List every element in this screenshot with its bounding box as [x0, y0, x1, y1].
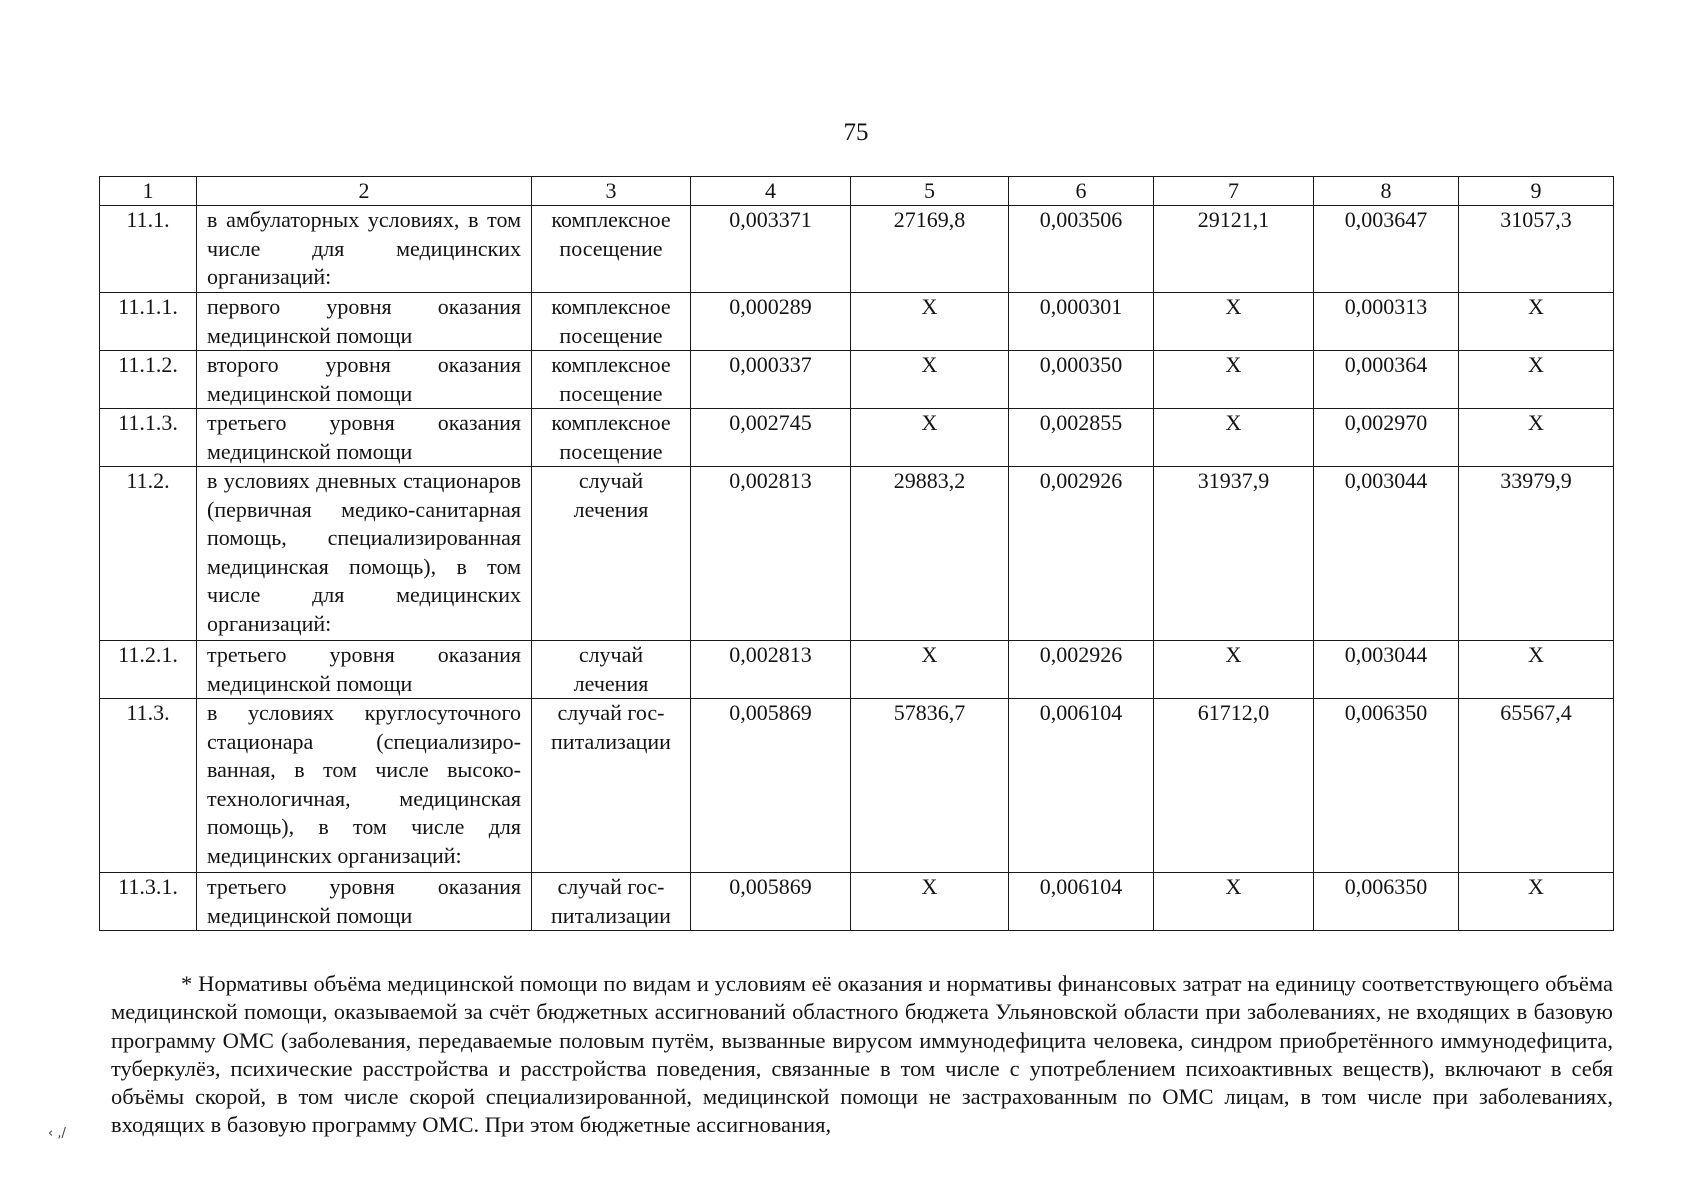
row-value-col8: 0,002970 [1314, 409, 1459, 467]
row-value-col5: 57836,7 [851, 699, 1009, 873]
row-unit: комплексное посещение [532, 351, 691, 409]
row-unit: случай лечения [532, 467, 691, 641]
row-value-col5: Х [851, 409, 1009, 467]
row-value-col4: 0,005869 [691, 699, 851, 873]
row-name: в условиях дневных стационаров (первичная медико-санитарная помощь, специализированная медицинская помощь), в том числе для медицинских организаций: [197, 467, 532, 641]
row-name: второго уровня оказания медицинской помощи [197, 351, 532, 409]
column-header: 7 [1154, 177, 1314, 206]
row-value-col4: 0,002813 [691, 467, 851, 641]
column-header: 5 [851, 177, 1009, 206]
row-value-col5: Х [851, 873, 1009, 931]
row-unit: случай госпитализации [532, 873, 691, 931]
row-value-col7: Х [1154, 641, 1314, 699]
row-value-col7: 61712,0 [1154, 699, 1314, 873]
row-value-col9: Х [1459, 409, 1614, 467]
row-value-col9: Х [1459, 873, 1614, 931]
row-value-col8: 0,003044 [1314, 641, 1459, 699]
row-unit: комплексное посещение [532, 206, 691, 293]
column-header: 4 [691, 177, 851, 206]
row-name: третьего уровня оказания медицинской помощи [197, 873, 532, 931]
row-value-col9: 33979,9 [1459, 467, 1614, 641]
margin-mark: ‹ ,/ [48, 1126, 66, 1141]
column-header: 8 [1314, 177, 1459, 206]
row-value-col7: 29121,1 [1154, 206, 1314, 293]
row-value-col9: Х [1459, 351, 1614, 409]
header-row [100, 177, 1614, 206]
row-value-col6: 0,003506 [1009, 206, 1154, 293]
row-value-col7: 31937,9 [1154, 467, 1314, 641]
footnote [111, 970, 1613, 1140]
row-number: 11.1.1. [100, 293, 197, 351]
row-unit: комплексное посещение [532, 409, 691, 467]
row-name: в амбулаторных условиях, в том числе для медицинских организаций: [197, 206, 532, 293]
row-number: 11.1. [100, 206, 197, 293]
row-value-col4: 0,002813 [691, 641, 851, 699]
norms-table [99, 176, 1614, 931]
table-row [100, 641, 1614, 699]
column-header: 6 [1009, 177, 1154, 206]
row-value-col6: 0,006104 [1009, 699, 1154, 873]
row-value-col4: 0,002745 [691, 409, 851, 467]
footnote-text: * Нормативы объёма медицинской помощи по видам и условиям её оказания и нормативы финансовых затрат на единицу соответствующего объёма медицинской помощи, оказываемой за счёт бюджетных ассигнований областного бюджета Ульяновской области при заболеваниях, не входящих в базовую программу ОМС (заболевания, передаваемые половым путём, вызванные вирусом иммунодефицита человека, синдром приобретённого иммунодефицита, туберкулёз, психические расстройства и расстройства поведения, связанные в том числе с употреблением психоактивных веществ), включают в себя объёмы скорой, в том числе скорой специализированной, медицинской помощи не застрахованным по ОМС лицам, в том числе при заболеваниях, входящих в базовую программу ОМС. При этом бюджетные ассигнования, [111, 971, 1613, 1138]
row-value-col7: Х [1154, 873, 1314, 931]
table-row [100, 699, 1614, 873]
row-number: 11.3.1. [100, 873, 197, 931]
row-value-col9: 65567,4 [1459, 699, 1614, 873]
row-value-col5: 29883,2 [851, 467, 1009, 641]
row-name: третьего уровня оказания медицинской помощи [197, 641, 532, 699]
row-value-col8: 0,006350 [1314, 873, 1459, 931]
row-name: в условиях круглосуточного стационара (специализированная, в том числе высокотехнологичная, медицинская помощь), в том числе для медицинских организаций: [197, 699, 532, 873]
row-value-col9: 31057,3 [1459, 206, 1614, 293]
table-row [100, 206, 1614, 293]
row-number: 11.1.2. [100, 351, 197, 409]
table-row [100, 351, 1614, 409]
row-value-col5: Х [851, 351, 1009, 409]
row-value-col6: 0,000301 [1009, 293, 1154, 351]
row-value-col8: 0,006350 [1314, 699, 1459, 873]
row-name: первого уровня оказания медицинской помощи [197, 293, 532, 351]
column-header: 3 [532, 177, 691, 206]
row-number: 11.2.1. [100, 641, 197, 699]
table-row [100, 467, 1614, 641]
row-value-col8: 0,003044 [1314, 467, 1459, 641]
row-value-col5: Х [851, 293, 1009, 351]
row-value-col5: Х [851, 641, 1009, 699]
row-value-col6: 0,002926 [1009, 641, 1154, 699]
row-number: 11.1.3. [100, 409, 197, 467]
row-value-col5: 27169,8 [851, 206, 1009, 293]
row-unit: случай лечения [532, 641, 691, 699]
table-row [100, 409, 1614, 467]
row-name: третьего уровня оказания медицинской помощи [197, 409, 532, 467]
row-value-col7: Х [1154, 351, 1314, 409]
row-value-col7: Х [1154, 409, 1314, 467]
row-value-col9: Х [1459, 293, 1614, 351]
row-value-col7: Х [1154, 293, 1314, 351]
row-value-col6: 0,000350 [1009, 351, 1154, 409]
row-value-col8: 0,000313 [1314, 293, 1459, 351]
row-value-col4: 0,000289 [691, 293, 851, 351]
row-value-col4: 0,000337 [691, 351, 851, 409]
row-number: 11.2. [100, 467, 197, 641]
column-header: 9 [1459, 177, 1614, 206]
row-number: 11.3. [100, 699, 197, 873]
table-row [100, 873, 1614, 931]
row-value-col6: 0,002926 [1009, 467, 1154, 641]
row-unit: комплексное посещение [532, 293, 691, 351]
row-value-col4: 0,005869 [691, 873, 851, 931]
row-value-col6: 0,006104 [1009, 873, 1154, 931]
row-unit: случай госпитализации [532, 699, 691, 873]
table-row [100, 293, 1614, 351]
row-value-col8: 0,000364 [1314, 351, 1459, 409]
row-value-col8: 0,003647 [1314, 206, 1459, 293]
row-value-col6: 0,002855 [1009, 409, 1154, 467]
column-header: 1 [100, 177, 197, 206]
page-number: 75 [843, 119, 869, 146]
row-value-col9: Х [1459, 641, 1614, 699]
column-header: 2 [197, 177, 532, 206]
row-value-col4: 0,003371 [691, 206, 851, 293]
